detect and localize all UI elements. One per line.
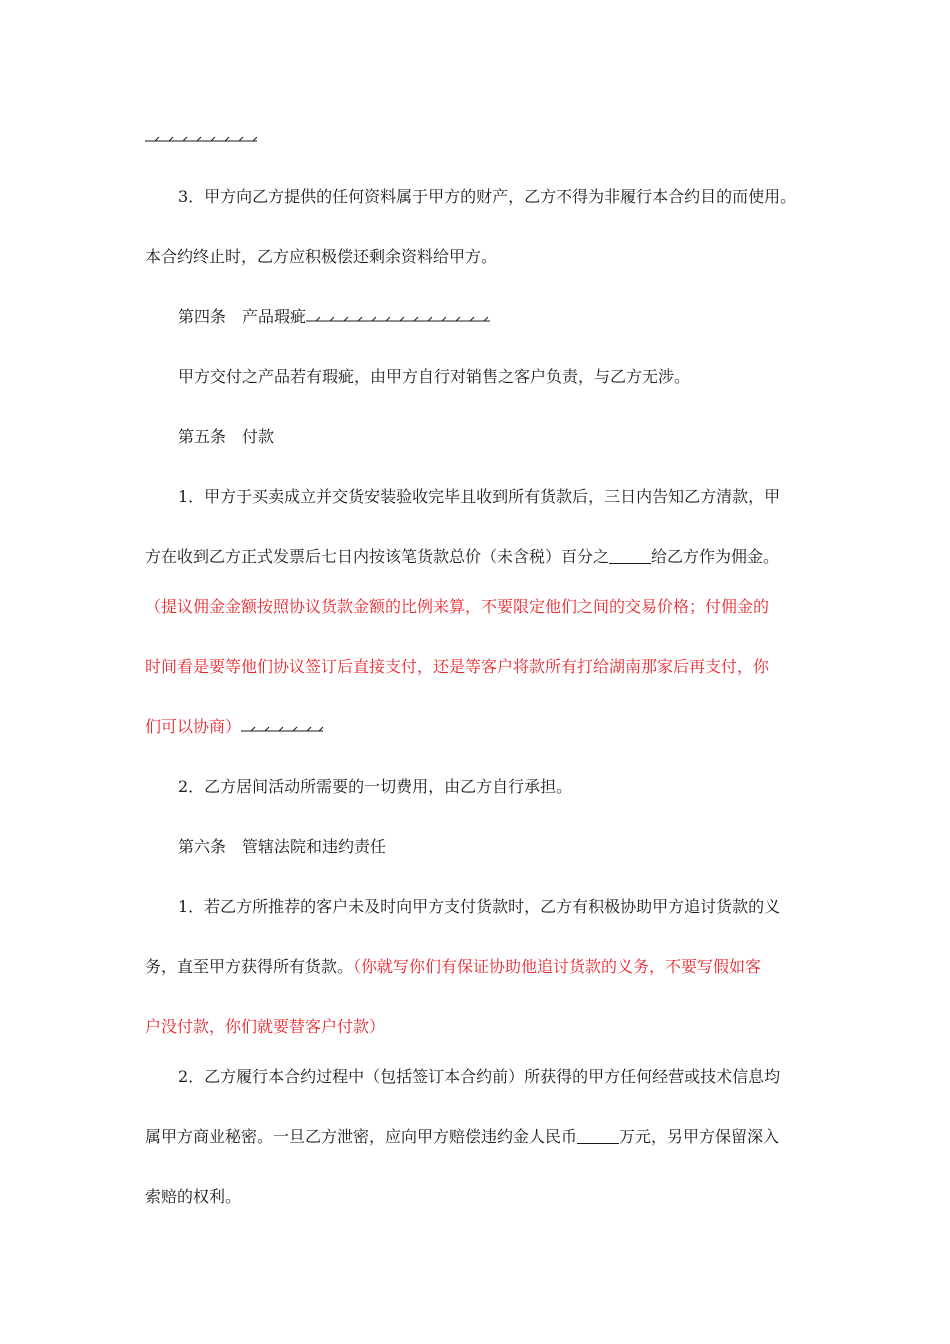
article5-clause1-line2 (145, 547, 810, 567)
article6-clause1-line2 (145, 957, 810, 977)
article5-clause1-text-b: 给乙方作为佣金。 (651, 547, 780, 566)
comment2-line1: （你就写你们有保证协助他追讨货款的义务，不要写假如客 (353, 957, 762, 976)
article6-clause2-text-b: 万元，另甲方保留深入 (619, 1127, 780, 1146)
article5-heading: 第五条 付款 (178, 427, 275, 446)
article5-clause1-text-a: 方在收到乙方正式发票后七日内按该笔货款总价（未含税）百分之 (145, 547, 610, 566)
article3-para1: 3．甲方向乙方提供的任何资料属于甲方的财产，乙方不得为非履行本合约目的而使用。 (178, 187, 797, 206)
comment1-line1: （提议佣金金额按照协议货款金额的比例来算，不要限定他们之间的交易价格；付佣金的 (145, 597, 770, 616)
tab-arrow-icon (145, 133, 259, 143)
commission-percent-blank[interactable] (609, 549, 651, 564)
article5-clause2: 2．乙方居间活动所需要的一切费用，由乙方自行承担。 (178, 777, 573, 796)
comment1-line2: 时间看是要等他们协议签订后直接支付，还是等客户将款所有打给湖南那家后再支付，你 (145, 657, 770, 676)
article6-clause2-line1: 2．乙方履行本合约过程中（包括签订本合约前）所获得的甲方任何经营或技术信息均 (178, 1067, 781, 1086)
article3-para2: 本合约终止时，乙方应积极偿还剩余资料给甲方。 (145, 247, 498, 266)
penalty-amount-blank[interactable] (577, 1129, 619, 1144)
comment1-line3: 们可以协商） (145, 717, 242, 736)
article6-clause1-text: 务，直至甲方获得所有货款。 (145, 957, 354, 976)
comment1-line3-row (145, 717, 810, 737)
article6-heading: 第六条 管辖法院和违约责任 (178, 837, 387, 856)
article4-body: 甲方交付之产品若有瑕疵，由甲方自行对销售之客户负责，与乙方无涉。 (178, 367, 691, 386)
article6-clause1-line1: 1．若乙方所推荐的客户未及时向甲方支付货款时，乙方有积极协助甲方追讨货款的义 (178, 897, 781, 916)
comment2-line2: 户没付款，你们就要替客户付款） (145, 1017, 386, 1036)
article6-clause2-line3: 索赔的权利。 (145, 1187, 242, 1206)
article6-clause2-line2 (145, 1127, 810, 1147)
tab-arrow-icon (241, 723, 325, 733)
tab-arrow-icon (306, 313, 492, 323)
article4-heading-row (178, 307, 810, 327)
article4-heading: 第四条 产品瑕疵 (178, 307, 307, 326)
article6-clause2-text-a: 属甲方商业秘密。一旦乙方泄密，应向甲方赔偿违约金人民币 (145, 1127, 578, 1146)
tab-arrow-row (145, 127, 810, 147)
article5-clause1-line1: 1．甲方于买卖成立并交货安装验收完毕且收到所有货款后，三日内告知乙方清款，甲 (178, 487, 781, 506)
